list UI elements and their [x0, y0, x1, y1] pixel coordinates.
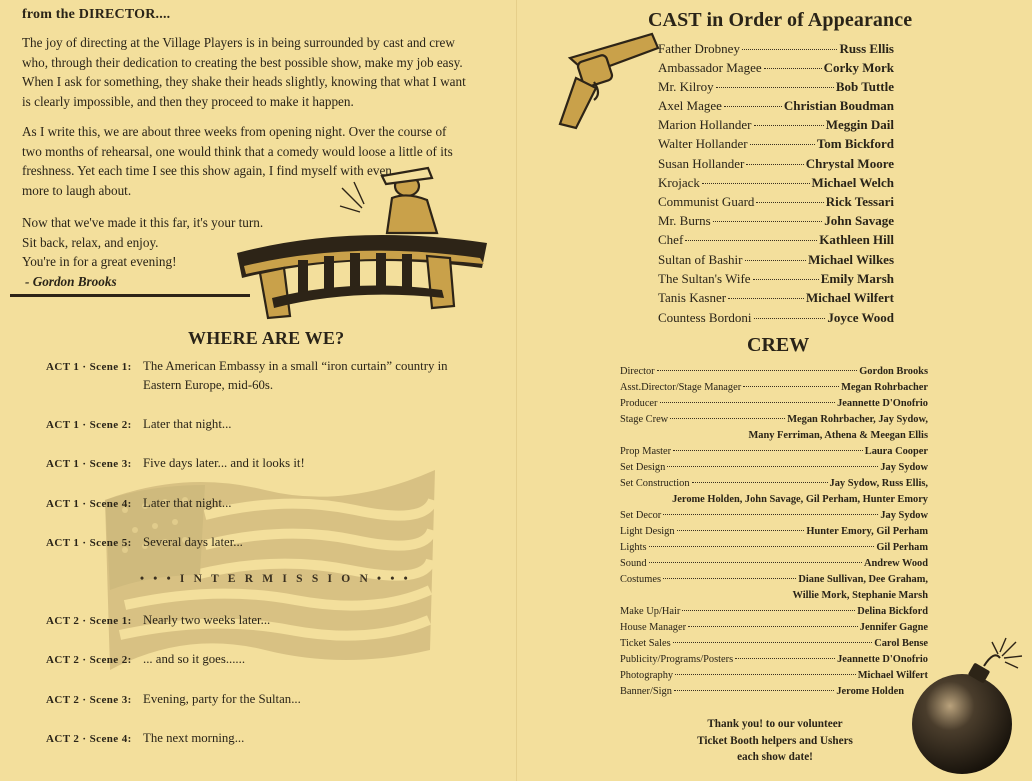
crew-row: Sound Andrew Wood: [620, 558, 928, 569]
crew-row: Banner/Sign Jerome Holden: [620, 686, 904, 697]
crew-row: House Manager Jennifer Gagne: [620, 622, 928, 633]
cast-row: Axel Magee Christian Boudman: [658, 98, 894, 113]
section-divider: [10, 294, 250, 297]
crew-row: Stage Crew Megan Rohrbacher, Jay Sydow,: [620, 414, 928, 425]
cast-row: Ambassador Magee Corky Mork: [658, 60, 894, 75]
director-paragraph-1: The joy of directing at the Village Players is in being surrounded by cast and crew who, through their dedication to creating the best possible show, make my job easy. When I ask for something, they shake their heads slightly, knowing that what I want is clearly impossible, and then they proceed to make it happen.: [22, 35, 466, 109]
crew-row-continued: Many Ferriman, Athena & Meegan Ellis: [748, 430, 928, 441]
podium-cartoon-illustration: [232, 158, 494, 328]
cast-row: Countess Bordoni Joyce Wood: [658, 310, 894, 325]
cast-row: Chef Kathleen Hill: [658, 232, 894, 247]
scene-row: ACT 1 · Scene 5: Several days later...: [46, 535, 243, 549]
where-are-we-heading: WHERE ARE WE?: [188, 328, 345, 348]
crew-row: Set Construction Jay Sydow, Russ Ellis,: [620, 478, 928, 489]
director-signature: - Gordon Brooks: [25, 273, 117, 289]
cast-row: Communist Guard Rick Tessari: [658, 194, 894, 209]
page-fold: [516, 0, 517, 781]
scene-row: ACT 2 · Scene 2: ... and so it goes......: [46, 652, 246, 666]
crew-row: Lights Gil Perham: [620, 542, 928, 553]
bomb-icon: [906, 636, 1026, 778]
crew-row: Prop Master Laura Cooper: [620, 446, 928, 457]
scene-row: ACT 1 · Scene 2: Later that night...: [46, 417, 232, 431]
scene-row: ACT 1 · Scene 1: The American Embassy in a small “iron curtain” country in Eastern Europe, mid-60s.: [46, 359, 448, 392]
crew-row: Set Decor Jay Sydow: [620, 510, 928, 521]
scene-row: ACT 2 · Scene 3: Evening, party for the Sultan...: [46, 692, 301, 706]
cast-row: Tanis Kasner Michael Wilfert: [658, 290, 894, 305]
director-paragraph-2: As I write this, we are about three weeks from opening night. Over the course of two months of rehearsal, one would think that a comedy would loose a little of its freshness. Yet each time I see this show again, I find myself with even more to laugh about.: [22, 124, 453, 198]
crew-row: Ticket Sales Carol Bense: [620, 638, 928, 649]
crew-row-continued: Jerome Holden, John Savage, Gil Perham, Hunter Emory: [672, 494, 928, 505]
crew-row: Make Up/Hair Delina Bickford: [620, 606, 928, 617]
scene-row: ACT 1 · Scene 4: Later that night...: [46, 496, 232, 510]
cast-row: Krojack Michael Welch: [658, 175, 894, 190]
director-heading: from the DIRECTOR....: [22, 7, 171, 22]
crew-row: Light Design Hunter Emory, Gil Perham: [620, 526, 928, 537]
cast-row: The Sultan's Wife Emily Marsh: [658, 271, 894, 286]
cast-row: Marion Hollander Meggin Dail: [658, 117, 894, 132]
crew-row: Photography Michael Wilfert: [620, 670, 928, 681]
volunteer-thanks: Thank you! to our volunteer Ticket Booth helpers and Ushers each show date!: [697, 718, 853, 763]
cast-row: Father Drobney Russ Ellis: [658, 41, 894, 56]
crew-heading: CREW: [747, 334, 810, 356]
cast-row: Mr. Burns John Savage: [658, 213, 894, 228]
director-paragraph-3: Now that we've made it this far, it's your turn. Sit back, relax, and enjoy. You're in for a great evening! - Gordon Brooks: [22, 213, 502, 291]
intermission-label: • • • I N T E R M I S S I O N • • •: [140, 573, 411, 585]
crew-row: Asst.Director/Stage Manager Megan Rohrbacher: [620, 382, 928, 393]
cast-row: Susan Hollander Chrystal Moore: [658, 156, 894, 171]
crew-row: Costumes Diane Sullivan, Dee Graham,: [620, 574, 928, 585]
scene-row: ACT 2 · Scene 1: Nearly two weeks later...: [46, 613, 271, 627]
cast-row: Mr. Kilroy Bob Tuttle: [658, 79, 894, 94]
cast-row: Walter Hollander Tom Bickford: [658, 136, 894, 151]
crew-row: Director Gordon Brooks: [620, 366, 928, 377]
crew-row: Publicity/Programs/Posters Jeannette D'Onofrio: [620, 654, 928, 665]
crew-row: Set Design Jay Sydow: [620, 462, 928, 473]
revolver-icon: [540, 28, 662, 132]
crew-row: Producer Jeannette D'Onofrio: [620, 398, 928, 409]
scene-row: ACT 2 · Scene 4: The next morning...: [46, 731, 245, 745]
crew-row-continued: Willie Mork, Stephanie Marsh: [792, 590, 928, 601]
scene-row: ACT 1 · Scene 3: Five days later... and it looks it!: [46, 456, 305, 470]
cast-heading: CAST in Order of Appearance: [648, 9, 913, 31]
cast-row: Sultan of Bashir Michael Wilkes: [658, 252, 894, 267]
